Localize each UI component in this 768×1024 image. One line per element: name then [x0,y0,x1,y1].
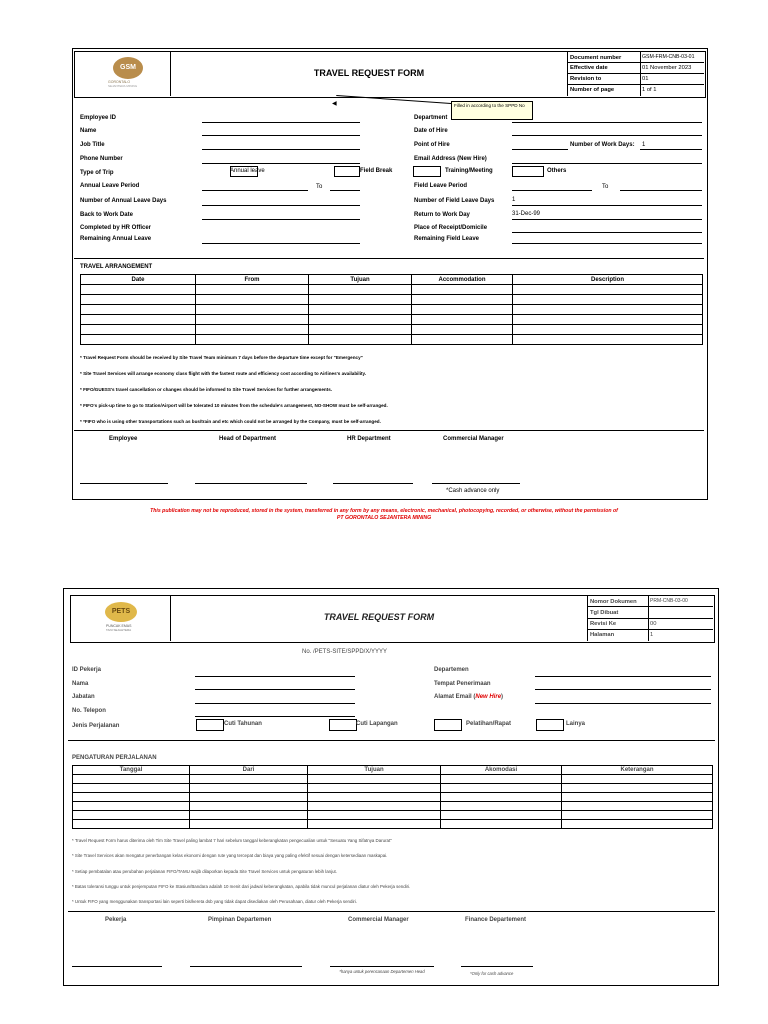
form2-title: TRAVEL REQUEST FORM [323,612,435,622]
note2-line: * Batas toleransi tunggu untuk penjemputan FIFO ke Stasiun/Bandara adalah 10 menit dari jadwal keberangkatan, apabila tidak muncul perjalanan diatur oleh Pekerja sendiri. [72,884,411,889]
remaining-annual-field[interactable] [202,243,360,244]
meta-value: GSM-FRM-CNB-03-01 [642,54,695,60]
form1-title: TRAVEL REQUEST FORM [313,68,425,78]
label2-place: Tempat Penerimaan [434,681,491,687]
sig2-finance-label: Finance Departement [465,917,527,923]
label2-email: Alamat Email (New Hire) [434,694,504,700]
checkbox2-training[interactable] [434,719,462,731]
arrowhead-icon: ◀ [332,101,337,107]
label-trip-type: Type of Trip [80,170,114,176]
label-department: Department [414,115,448,121]
label-completed-by: Completed by HR Officer [80,225,152,231]
meta2-label: Revisi Ke [590,621,617,627]
label-return-to-work: Return to Work Day [414,212,470,218]
field-leave-start-field[interactable] [512,190,592,191]
sig2-head-line[interactable] [190,966,302,967]
return-to-work-value: 31-Dec-99 [512,211,541,217]
checkbox-training[interactable] [413,166,441,177]
table-row[interactable] [73,775,713,784]
sig-head-label: Head of Department [219,436,277,442]
note2-line: * Travel Request Form harus diterima oleh Tim Site Travel paling lambat 7 hari sebelum tanggal keberangkatan pengecualian untuk "Sesuatu Yang Sifatnya Darurat" [72,838,392,843]
meta-label: Effective date [570,65,608,71]
table-row[interactable] [73,793,713,802]
sppd-note-box [451,101,533,120]
label-remaining-annual: Remaining Annual Leave [80,236,152,242]
checkbox2-annual[interactable] [196,719,224,731]
section2-divider [68,740,715,741]
table-row[interactable] [73,820,713,829]
email2-field[interactable] [535,703,711,704]
note-line: * Site Travel Services will arrange economy class flight with the fastest route and efficiency cost according to Airlines's availability. [80,371,367,376]
place2-field[interactable] [535,689,711,690]
meta-label: Number of page [570,87,615,93]
sig-head-line[interactable] [195,483,307,484]
job-title-field[interactable] [202,149,360,150]
gsm-logo-line2: SEJANTERA MINING [108,84,138,88]
ref-number: No. /PETS-SITE/SPPD/X/YYYY [302,649,388,655]
signature-divider [74,430,704,431]
label-employee-id: Employee ID [80,115,117,121]
label2-new-hire: New Hire [475,694,502,700]
label2-id: ID Pekerja [72,667,102,673]
table-row[interactable] [81,285,703,295]
sig-commercial-label: Commercial Manager [443,436,504,442]
table-row[interactable] [81,335,703,345]
department-field[interactable] [512,122,702,123]
label-place-of-receipt: Place of Receipt/Domicile [414,225,488,231]
return-to-work-field[interactable] [512,219,702,220]
sig2-commercial-line[interactable] [330,966,434,967]
table-row[interactable] [73,811,713,820]
gsm-logo: GSM [113,57,143,79]
col2-accommodation: Akomodasi [441,766,562,775]
table-row[interactable] [81,305,703,315]
trip-field-break-label: Field Break [360,168,393,174]
checkbox2-field[interactable] [329,719,357,731]
field-to-label: To [602,184,609,190]
checkbox2-others[interactable] [536,719,564,731]
email-field[interactable] [512,163,702,164]
meta2-value: 00 [650,621,657,627]
trip-annual-label: Annual leave [230,168,265,174]
checkbox-others[interactable] [512,166,544,177]
note-line: * FIFO's pick-up time to go to Station/Airport will be tolerated 10 minutes from the schedule's arrangement, NO-SHOW must be self-arranged. [80,403,388,408]
meta-value: 01 November 2023 [642,65,692,71]
date-of-hire-field[interactable] [512,135,702,136]
field-leave-days-value: 1 [512,197,516,203]
annual-leave-days-field[interactable] [202,205,360,206]
name2-field[interactable] [195,689,355,690]
label2-phone: No. Telepon [72,708,106,714]
sig-hr-line[interactable] [333,483,413,484]
col-date: Date [81,275,196,285]
annual-leave-start-field[interactable] [202,190,308,191]
trip2-others-label: Lainya [566,721,586,727]
meta2-value: PRM-CNB-03-00 [650,598,688,604]
trip-training-label: Training/Meeting [445,168,493,174]
label2-trip: Jenis Perjalanan [72,723,120,729]
field-leave-days-field[interactable] [512,205,702,206]
trip2-annual-label: Cuti Tahunan [224,721,262,727]
sig2-note-2: *Only for cash advance [470,971,514,976]
meta-value: 1 of 1 [642,87,657,93]
sig2-note-1: *hanya untuk perencanaan Departemen Head [339,969,425,974]
annual-to-label: To [316,184,323,190]
sig-employee-line[interactable] [80,483,168,484]
label-point-of-hire: Point of Hire [414,142,450,148]
section-divider [74,258,704,259]
place-of-receipt-field[interactable] [512,232,702,233]
name-field[interactable] [202,135,360,136]
field-leave-end-field[interactable] [620,190,702,191]
label-annual-leave-period: Annual Leave Period [80,183,140,189]
sig2-employee-line[interactable] [72,966,162,967]
label-remaining-field: Remaining Field Leave [414,236,480,242]
phone-field[interactable] [202,163,360,164]
label2-email-text: Alamat Email [434,694,472,700]
sig2-commercial-label: Commercial Manager [348,917,409,923]
col-to: Tujuan [309,275,412,285]
disclaimer-line1: This publication may not be reproduced, stored in the system, transferred in any form by any means, electronic, mechanical, photocopying, recorded, or otherwise, without the permission of [150,508,618,514]
note-line: * Travel Request Form should be received by Site Travel Team minimum 7 days before the departure time except for "Emergency" [80,355,363,360]
meta-label: Revision to [570,76,602,82]
gsm-logo-line1: GORONTALO [108,80,131,84]
col-accommodation: Accommodation [412,275,513,285]
table-row[interactable] [81,315,703,325]
pets-logo: PETS [105,602,137,622]
trip-others-label: Others [547,168,567,174]
id2-field[interactable] [195,676,355,677]
table-row[interactable] [81,295,703,305]
cash-advance-note: *Cash advance only [446,488,500,494]
label2-name: Nama [72,681,89,687]
col2-to: Tujuan [308,766,441,775]
sig-employee-label: Employee [109,436,138,442]
meta2-value: 1 [650,632,654,638]
checkbox-field-break[interactable] [334,166,360,177]
signature2-divider [68,911,715,912]
num-work-days-field[interactable] [640,149,702,150]
sig2-head-label: Pimpinan Departemen [208,917,272,923]
label-field-leave-days: Number of Field Leave Days [414,198,495,204]
job2-field[interactable] [195,703,355,704]
travel-section-title: TRAVEL ARRANGEMENT [80,264,153,270]
table-row[interactable] [73,802,713,811]
label-field-leave-period: Field Leave Period [414,183,468,189]
sig2-finance-line[interactable] [461,966,533,967]
col2-from: Dari [190,766,308,775]
trip2-field-label: Cuti Lapangan [356,721,398,727]
employee-id-field[interactable] [202,122,360,123]
sig2-employee-label: Pekerja [105,917,127,923]
travel2-section-title: PENGATURAN PERJALANAN [72,755,157,761]
pets-logo-line2: TANI SEJAHTERA [106,628,132,632]
meta2-label: Nomor Dokumen [590,599,637,605]
travel2-table [72,765,713,829]
label-job-title: Job Title [80,142,105,148]
note2-line: * Setiap pembatalan atau perubahan perjalanan FIFO/TAMU wajib dilaporkan kepada Site Travel Services untuk pengaturan lebih lanjut. [72,869,337,874]
remaining-field-field[interactable] [512,243,702,244]
meta2-label: Halaman [590,632,615,638]
trip2-training-label: Pelatihan/Rapat [466,721,512,727]
department2-field[interactable] [535,676,711,677]
label-num-work-days: Number of Work Days: [570,142,635,148]
back-to-work-field[interactable] [202,219,360,220]
label-email: Email Address (New Hire) [414,156,487,162]
label-phone: Phone Number [80,156,123,162]
col-from: From [196,275,309,285]
meta2-label: Tgl Dibuat [590,610,619,616]
label2-department: Departemen [434,667,469,673]
sig-commercial-line[interactable] [432,483,520,484]
sig-hr-label: HR Department [347,436,391,442]
meta-label: Document number [570,55,622,61]
pets-logo-line1: PUNCAK EMAS [106,624,132,628]
col-description: Description [513,275,703,285]
disclaimer-line2: PT GORONTALO SEJANTERA MINING [336,515,432,521]
meta-value: 01 [642,76,649,82]
label-annual-leave-days: Number of Annual Leave Days [80,198,167,204]
table-row[interactable] [81,325,703,335]
col2-description: Keterangan [562,766,713,775]
travel-table [80,274,703,345]
label-date-of-hire: Date of Hire [414,128,448,134]
note-line: * FIFO/GUESS's travel cancellation or changes should be informed to Site Travel Services for further arrangements. [80,387,333,392]
annual-leave-end-field[interactable] [330,190,360,191]
phone2-field[interactable] [195,716,355,717]
table-row[interactable] [73,784,713,793]
point-of-hire-field[interactable] [512,149,568,150]
label-back-to-work: Back to Work Date [80,212,133,218]
note2-line: * Untuk FIFO yang menggunakan transportasi lain seperti bis/kereta dsb yang tidak dapat disediakan oleh Perusahaan, diatur oleh Pekerja sendiri. [72,899,358,904]
label-name: Name [80,128,97,134]
note-line: * *FIFO who is using other transportations such as bus/train and etc which could not be arranged by the Company, must be self-arranged. [80,419,381,424]
num-work-days-value: 1 [642,142,646,148]
sppd-note-text: Filled in according to the SPPD No [454,103,525,108]
label2-job: Jabatan [72,694,95,700]
col2-date: Tanggal [73,766,190,775]
note2-line: * Site Travel Services akan mengatur penerbangan kelas ekonomi dengan rute yang tercepat dan biaya yang paling efektif sesuai dengan ketersediaan maskapai. [72,853,388,858]
